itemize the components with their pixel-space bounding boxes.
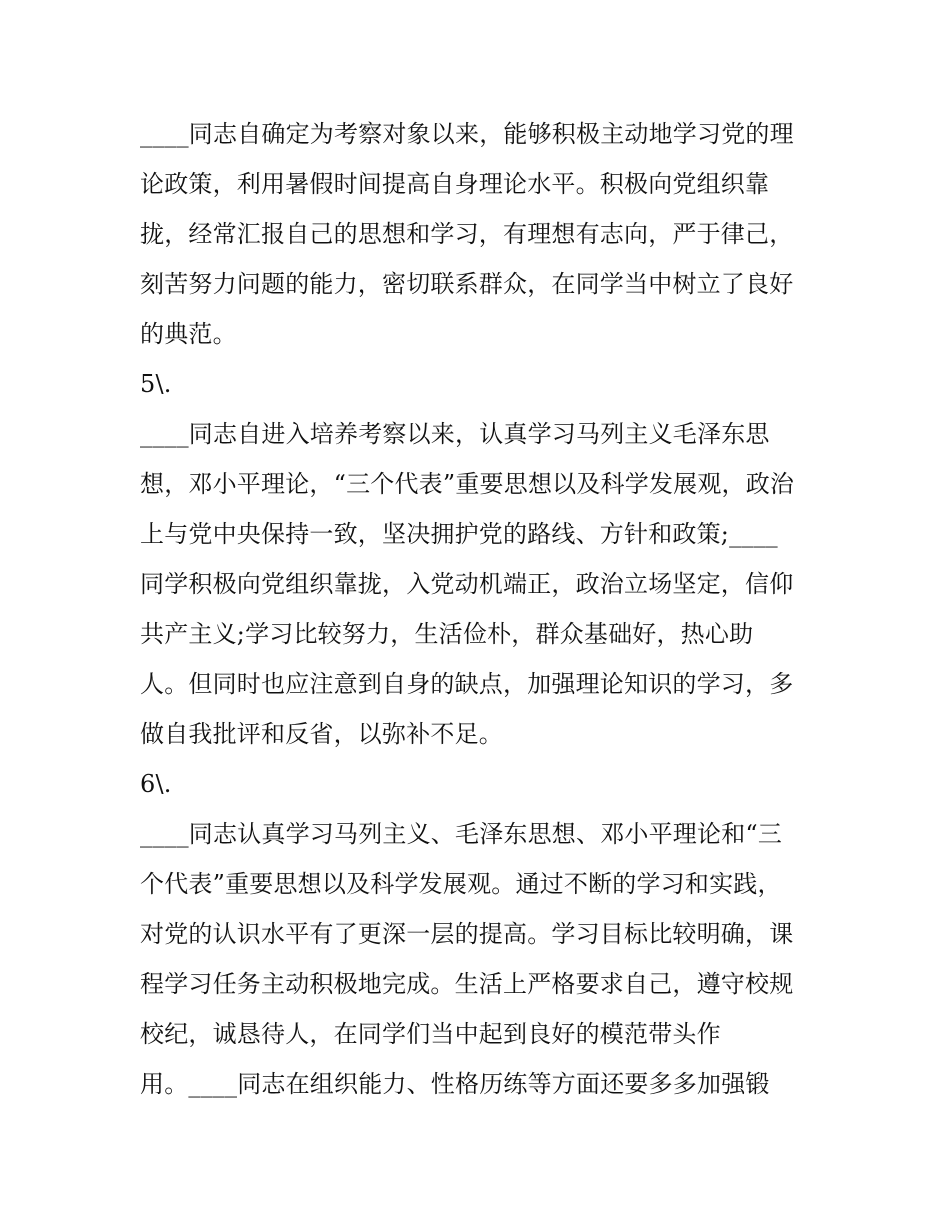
text-line: 人。但同时也应注意到自身的缺点，加强理论知识的学习，多 — [140, 670, 794, 698]
text-line: ____同志自确定为考察对象以来，能够积极主动地学习党的理 — [140, 120, 794, 148]
text-line: 程学习任务主动积极地完成。生活上严格要求自己，遵守校规 — [140, 970, 794, 998]
text-line: 对党的认识水平有了更深一层的提高。学习目标比较明确，课 — [140, 920, 794, 948]
text-line: ____同志认真学习马列主义、毛泽东思想、邓小平理论和“三 — [140, 820, 783, 848]
text-line: ____同志自进入培养考察以来，认真学习马列主义毛泽东思 — [140, 420, 770, 448]
text-line: 刻苦努力问题的能力，密切联系群众，在同学当中树立了良好 — [140, 270, 794, 298]
text-line: 想，邓小平理论，“三个代表”重要思想以及科学发展观，政治 — [140, 470, 795, 498]
text-line: 个代表”重要思想以及科学发展观。通过不断的学习和实践， — [140, 870, 782, 898]
evaluation-paragraph-5 — [140, 409, 820, 759]
section-number-6: 6\. — [140, 770, 172, 798]
text-line: 论政策，利用暑假时间提高自身理论水平。积极向党组织靠 — [140, 170, 770, 198]
text-line: 共产主义;学习比较努力，生活俭朴，群众基础好，热心助 — [140, 620, 754, 648]
text-line: 同学积极向党组织靠拢，入党动机端正，政治立场坚定，信仰 — [140, 570, 794, 598]
text-line: 用。____同志在组织能力、性格历练等方面还要多多加强锻 — [140, 1070, 770, 1098]
text-line: 校纪，诚恳待人，在同学们当中起到良好的模范带头作 — [140, 1020, 721, 1048]
evaluation-paragraph-4 — [140, 109, 820, 359]
text-line: 拢，经常汇报自己的思想和学习，有理想有志向，严于律己， — [140, 220, 794, 248]
section-number-5: 5\. — [140, 370, 172, 398]
document-body — [140, 109, 820, 1109]
text-line: 的典范。 — [140, 320, 237, 348]
text-line: 上与党中央保持一致，坚决拥护党的路线、方针和政策;____ — [140, 520, 778, 548]
text-line: 做自我批评和反省，以弥补不足。 — [140, 720, 503, 748]
evaluation-paragraph-6 — [140, 809, 820, 1109]
